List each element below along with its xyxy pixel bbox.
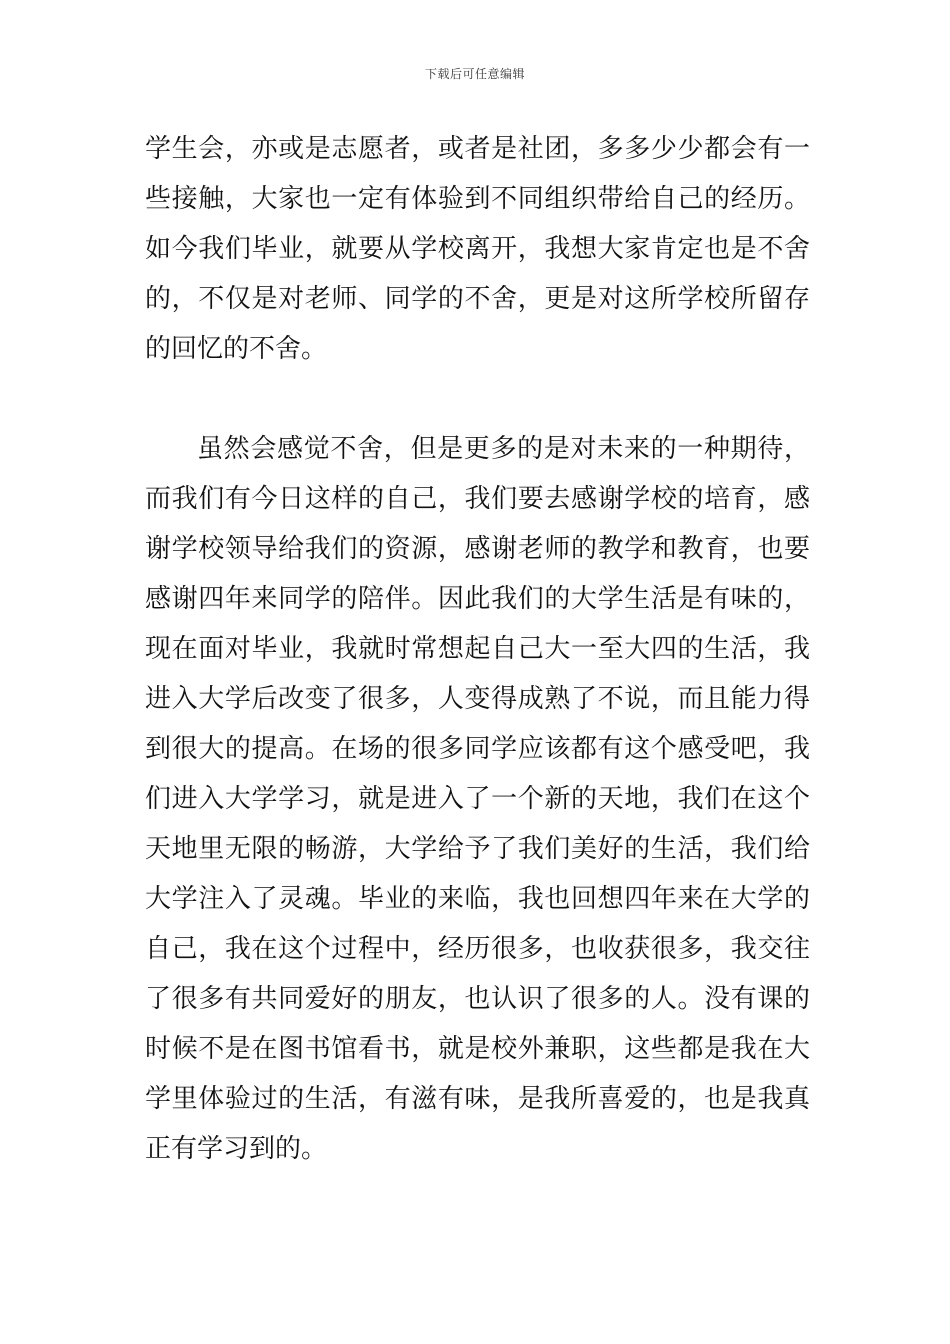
paragraph-block-2 (145, 424, 810, 1174)
paragraph-block-1 (145, 124, 810, 374)
paragraph-2: 虽然会感觉不舍，但是更多的是对未来的一种期待，而我们有今日这样的自己，我们要去感谢学校的培育，感谢学校领导给我们的资源，感谢老师的教学和教育，也要感谢四年来同学的陪伴。因此我们的大学生活是有味的，现在面对毕业，我就时常想起自己大一至大四的生活，我进入大学后改变了很多，人变得成熟了不说，而且能力得到很大的提高。在场的很多同学应该都有这个感受吧，我们进入大学学习，就是进入了一个新的天地，我们在这个天地里无限的畅游，大学给予了我们美好的生活，我们给大学注入了灵魂。毕业的来临，我也回想四年来在大学的自己，我在这个过程中，经历很多，也收获很多，我交往了很多有共同爱好的朋友，也认识了很多的人。没有课的时候不是在图书馆看书，就是校外兼职，这些都是我在大学里体验过的生活，有滋有味，是我所喜爱的，也是我真正有学习到的。 (145, 434, 810, 1164)
header-note: 下载后可任意编辑 (424, 67, 525, 81)
paragraph-1: 学生会，亦或是志愿者，或者是社团，多多少少都会有一些接触，大家也一定有体验到不同组织带给自己的经历。如今我们毕业，就要从学校离开，我想大家肯定也是不舍的，不仅是对老师、同学的不舍，更是对这所学校所留存的回忆的不舍。 (145, 134, 810, 364)
